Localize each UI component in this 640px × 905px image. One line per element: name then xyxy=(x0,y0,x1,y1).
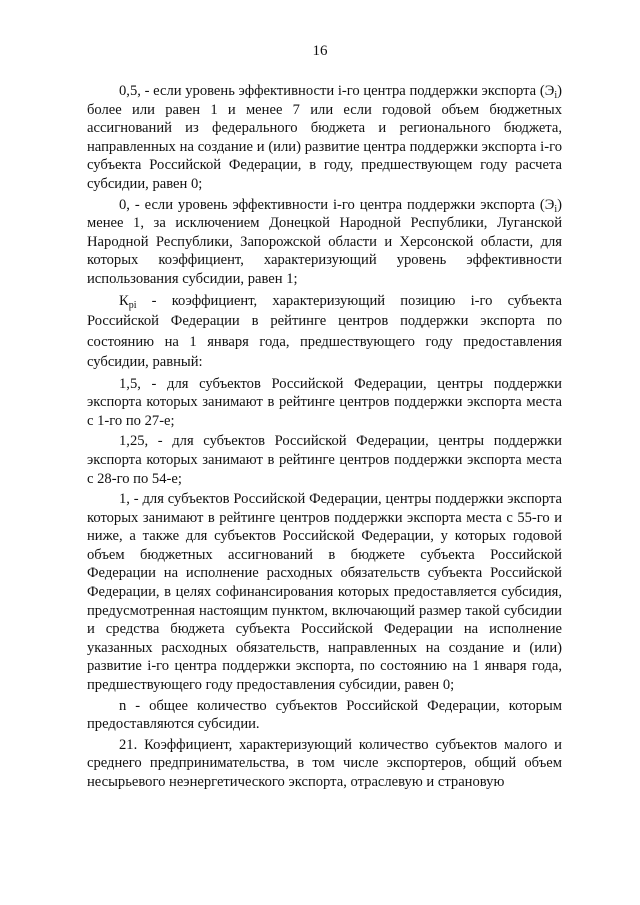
paragraph-kpi xyxy=(87,291,562,373)
text: К xyxy=(119,292,129,309)
text: 0,5, - если уровень эффективности i-го центра поддержки экспорта (Э xyxy=(119,83,555,99)
page-number: 16 xyxy=(312,43,328,59)
text: 1,25, - для субъектов Российской Федерации, центры поддержки экспорта которых занимают в рейтинге центров поддержки экспорта места с 28-го по 54-е; xyxy=(87,433,562,487)
text: 21. Коэффициент, характеризующий количество субъектов малого и среднего предпринимательства, в том числе экспортеров, общий объем несырьевого неэнергетического экспорта, отраслевую и страновую xyxy=(87,736,562,790)
subscript: i xyxy=(554,90,558,101)
text: - коэффициент, характеризующий позицию i-го субъекта Российской Федерации в рейтинге центров поддержки экспорта по состоянию на 1 января года, предшествующего году предоставления субсидии, равный: xyxy=(87,292,562,371)
text: ) менее 1, за исключением Донецкой Народной Республики, Луганской Народной Республики, Запорожской области и Херсонской области, для которых коэффициент, характеризующий уровень эффективности использования субсидии, равен 1; xyxy=(87,196,562,287)
paragraph-coef-0-5 xyxy=(87,82,562,194)
paragraph-coef-1 xyxy=(87,490,562,695)
paragraph-n-definition xyxy=(87,697,562,734)
document-body xyxy=(87,82,562,792)
text: ) более или равен 1 и менее 7 или если годовой объем бюджетных ассигнований из федерального бюджета и регионального бюджета, направленных на создание и (или) развитие центра поддержки экспорта i-го субъекта Российской Федерации, в году, предшествующем году расчета субсидии, равен 0; xyxy=(87,83,562,192)
text: 1,5, - для субъектов Российской Федерации, центры поддержки экспорта которых занимают в рейтинге центров поддержки экспорта места с 1-го по 27-е; xyxy=(87,375,562,429)
text: 0, - если уровень эффективности i-го центра поддержки экспорта (Э xyxy=(119,196,555,213)
paragraph-coef-1-25 xyxy=(87,432,562,488)
paragraph-coef-0 xyxy=(87,196,562,289)
paragraph-21 xyxy=(87,736,562,792)
subscript: pi xyxy=(128,299,137,311)
text: 1, - для субъектов Российской Федерации, центры поддержки экспорта которых занимают в рейтинге центров поддержки экспорта места с 55-го и ниже, а также для субъектов Российской Федерации, у которых годовой объем бюджетных ассигнований в бюджете субъекта Российской Федерации на исполнение расходных обязательств субъекта Российской Федерации, в целях софинансирования которых предоставляется субсидия, предусмотренная настоящим пунктом, включающий размер такой субсидии и средства бюджета субъекта Российской Федерации на исполнение указанных расходных обязательств, направленных на создание и (или) развитие i-го центра поддержки экспорта, по состоянию на 1 января года, предшествующего году предоставления субсидии, равен 0; xyxy=(87,491,562,694)
paragraph-coef-1-5 xyxy=(87,375,562,431)
subscript: i xyxy=(554,203,558,215)
text: n - общее количество субъектов Российской Федерации, которым предоставляются субсидии. xyxy=(87,697,562,733)
